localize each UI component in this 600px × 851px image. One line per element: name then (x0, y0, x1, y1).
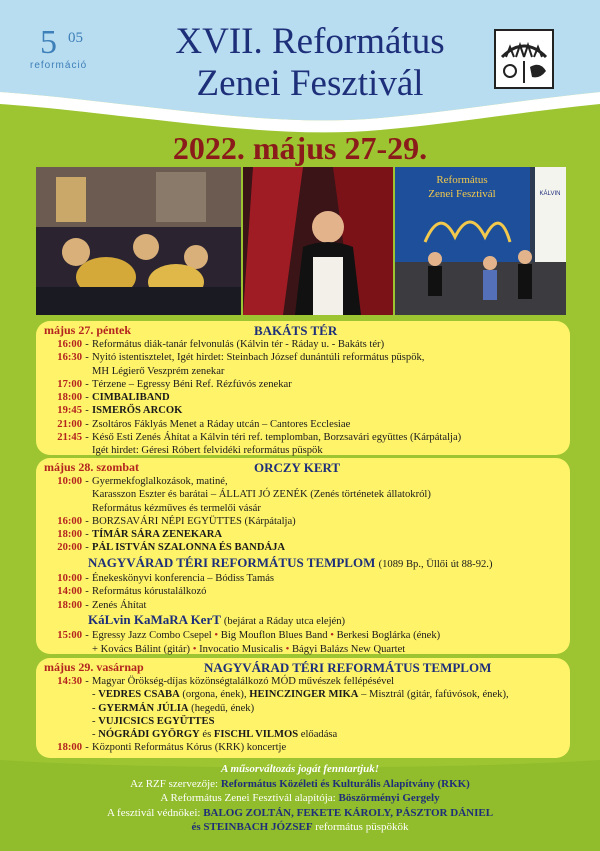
day2-venue2-address: (1089 Bp., Üllői út 88-92.) (378, 558, 493, 570)
event-text: Zenés Áhítat (92, 599, 147, 611)
performer-dash: - (92, 689, 99, 701)
performer-text (92, 715, 562, 728)
event-time: 18:00 (57, 599, 82, 611)
performer-text (92, 728, 562, 741)
event-text: ISMERŐS ARCOK (92, 405, 183, 417)
event-row (44, 572, 562, 585)
bullet-separator: • (282, 643, 292, 655)
event-text: Énekeskönyvi konferencia – Bódiss Tamás (92, 573, 275, 585)
event-row (44, 351, 562, 364)
day1-venue: BAKÁTS TÉR (254, 323, 338, 338)
founder-name: Böszörményi Gergely (338, 792, 440, 804)
day2-event-list (44, 475, 562, 555)
event-text: Református kézműves és termelői vásár (92, 502, 261, 514)
performer-detail: és (199, 729, 214, 741)
event-time (44, 488, 82, 501)
event-dash: - (85, 529, 89, 541)
event-text: Református kórustalálkozó (92, 586, 207, 598)
event-dash (82, 502, 92, 515)
event-dash (82, 365, 92, 378)
logo-word: reformáció (30, 60, 88, 71)
performer-text (92, 688, 562, 701)
performer-name: HEINCZINGER MIKA (249, 689, 359, 701)
event-row (44, 515, 562, 528)
day3-header (44, 661, 562, 675)
event-time: 15:00 (57, 630, 82, 642)
stage-concert-photo (395, 167, 566, 315)
event-time: 19:45 (57, 405, 82, 417)
performer-name: GYERMÁN JÚLIA (98, 702, 189, 714)
founder-line (0, 791, 600, 806)
event-row (44, 338, 562, 351)
day3-schedule-box (36, 658, 570, 758)
event-dash: - (85, 476, 89, 487)
performer-row (44, 702, 562, 715)
bullet-separator: • (327, 630, 337, 642)
event-row (44, 675, 562, 688)
event-dash: - (85, 573, 89, 585)
organizer-line (0, 777, 600, 792)
day3-performer-list (44, 688, 562, 741)
event-dash: - (85, 542, 89, 554)
event-time: 16:00 (57, 515, 82, 527)
patrons-line-2 (0, 820, 600, 835)
event-dash: - (85, 676, 89, 687)
banner-sign-line1: Református (436, 174, 488, 186)
event-time: 18:00 (57, 529, 82, 541)
festival-emblem-icon (494, 29, 554, 89)
day2-day-label: május 28. szombat (44, 460, 139, 474)
day2-schedule-box (36, 458, 570, 654)
event-dash: - (85, 599, 89, 611)
event-row (44, 418, 562, 431)
day1-header (44, 324, 562, 338)
event-row (44, 365, 562, 378)
day2-venue3-address: (bejárat a Ráday utca elején) (223, 615, 346, 627)
event-row (44, 391, 562, 404)
day2-venue2 (88, 556, 562, 571)
event-dash: - (85, 378, 89, 390)
day2-jazz-row-2 (44, 643, 562, 656)
event-text: Magyar Örökség-díjas közönségtalálkozó MÓD művészek fellépésével (92, 676, 395, 687)
event-dash (82, 488, 92, 501)
event-dash (82, 444, 92, 457)
brass-band-photo (36, 167, 241, 315)
event-text: Karasszon Eszter és barátai – ÁLLATI JÓ ZENÉK (Zenés történetek állatokról) (92, 489, 431, 501)
event-time (44, 502, 82, 515)
event-time: 18:00 (57, 392, 82, 404)
day2-jazz-row: 15:00 - Egressy Jazz Combo Csepel • Big Mouflon Blues Band • Berkesi Boglárka (ének) (44, 629, 562, 642)
event-time: 10:00 (57, 573, 82, 585)
jazz-line-2 (92, 643, 562, 656)
jazz-line-1 (92, 629, 562, 642)
patrons-line (0, 806, 600, 821)
day3-event-list (44, 675, 562, 688)
reformation-505-logo (28, 22, 108, 74)
event-time: 18:00 (57, 742, 82, 754)
day3-day-label: május 29. vasárnap (44, 660, 144, 674)
performer-name: FISCHL VILMOS (213, 729, 299, 741)
event-dash: - (85, 586, 89, 598)
bullet-separator: • (190, 643, 200, 655)
performer-dash: - (92, 729, 99, 741)
banner-sign-line2: Zenei Fesztivál (428, 188, 496, 200)
event-text: BORZSAVÁRI NÉPI EGYÜTTES (Kárpátalja) (92, 515, 296, 527)
event-text: Igét hirdet: Géresi Róbert felvidéki református püspök (92, 445, 323, 457)
performer-detail: (hegedű, ének) (188, 702, 255, 714)
event-dash: - (85, 392, 89, 404)
performer-dash: - (92, 715, 99, 727)
program-change-notice: A műsorváltozás jogát fenntartjuk! (220, 763, 379, 775)
event-row (44, 599, 562, 612)
day1-event-list (44, 338, 562, 458)
banner-sign-right: KÁLVIN (539, 191, 561, 197)
event-row (44, 528, 562, 541)
event-time: 20:00 (57, 542, 82, 554)
festival-title-line1: XVII. Református (175, 21, 445, 62)
event-text: CIMBALIBAND (92, 392, 170, 404)
performer-row (44, 728, 562, 741)
event-time: 21:00 (57, 418, 82, 430)
day3-venue: NAGYVÁRAD TÉRI REFORMÁTUS TEMPLOM (204, 660, 492, 675)
performer: Egressy Jazz Combo Csepel (92, 630, 212, 642)
performer: + Kovács Bálint (gitár) (92, 643, 191, 655)
performer-row (44, 688, 562, 701)
event-time: 16:00 (57, 339, 82, 350)
event-row (44, 444, 562, 457)
day1-day-label: május 27. péntek (44, 323, 132, 337)
event-row (44, 541, 562, 554)
patrons-names: BALOG ZOLTÁN, FEKETE KÁROLY, PÁSZTOR DÁNIEL (203, 806, 494, 819)
event-row (44, 431, 562, 444)
day2-venue2-name: NAGYVÁRAD TÉRI REFORMÁTUS TEMPLOM (88, 554, 376, 570)
day3-last-row: 18:00 - Központi Református Kórus (KRK) koncertje (44, 741, 562, 754)
performer-detail: (orgona, ének), (179, 689, 250, 701)
logo-number: 5 (40, 24, 57, 61)
festival-title-line2: Zenei Fesztivál (196, 63, 424, 104)
event-time (44, 444, 82, 457)
event-dash: - (85, 405, 89, 417)
event-dash: - (85, 432, 89, 444)
patrons-names-2: és STEINBACH JÓZSEF (191, 821, 313, 833)
event-text: Térzene – Egressy Béni Ref. Rézfúvós zenekar (92, 378, 292, 390)
patrons-suffix: református püspökök (312, 821, 409, 833)
event-row (44, 502, 562, 515)
folk-costume-photo (243, 167, 393, 315)
event-text: Központi Református Kórus (KRK) koncertje (92, 742, 287, 754)
performer-detail: – Misztrál (gitár, fafúvósok, ének), (358, 689, 509, 701)
day2-header (44, 461, 562, 475)
event-text: Zsoltáros Fáklyás Menet a Ráday utcán – Cantores Ecclesiae (92, 418, 351, 430)
day2-venue3 (88, 613, 562, 628)
event-text: TÍMÁR SÁRA ZENEKARA (92, 529, 223, 541)
day2-venue3-name: KáLvin KaMaRA KerT (88, 611, 221, 627)
photo-banner (36, 167, 566, 315)
event-text: Nyitó istentisztelet, Igét hirdet: Steinbach József dunántúli református püspök, (92, 352, 425, 364)
event-row (44, 404, 562, 417)
event-time: 16:30 (57, 352, 82, 364)
event-dash: - (85, 515, 89, 527)
performer-name: VUJICSICS EGYÜTTES (98, 715, 215, 727)
event-time: 14:30 (57, 676, 82, 687)
performer-dash: - (92, 702, 99, 714)
event-dash: - (85, 418, 89, 430)
event-text: Gyermekfoglalkozások, matiné, (92, 476, 228, 487)
festival-date: 2022. május 27-29. (172, 130, 428, 166)
organizer-name: Református Közéleti és Kulturális Alapítvány (RKK) (220, 777, 470, 790)
event-time (44, 365, 82, 378)
event-dash: - (85, 352, 89, 364)
event-time: 17:00 (57, 378, 82, 390)
event-row (44, 378, 562, 391)
day1-schedule-box (36, 321, 570, 455)
performer: Berkesi Boglárka (ének) (336, 630, 441, 642)
event-text: Késő Esti Zenés Áhítat a Kálvin téri ref. templomban, Borzsavári együttes (Kárpátalja) (92, 432, 462, 444)
event-text: PÁL ISTVÁN SZALONNA ÉS BANDÁJA (92, 542, 286, 554)
performer-text (92, 702, 562, 715)
footer (0, 762, 600, 835)
organizer-label: Az RZF szervezője: (130, 777, 221, 790)
event-row (44, 488, 562, 501)
logo-superscript: 05 (68, 30, 83, 46)
performer: Invocatio Musicalis (199, 643, 283, 655)
performer: Bágyi Balázs New Quartet (291, 643, 406, 655)
event-row (44, 585, 562, 598)
performer-detail: előadása (298, 729, 338, 741)
day2-venue: ORCZY KERT (254, 460, 341, 475)
patrons-label: A fesztivál védnökei: (106, 806, 204, 819)
event-time: 21:45 (57, 432, 82, 444)
performer-row (44, 715, 562, 728)
performer-name: VEDRES CSABA (98, 689, 180, 701)
bullet-separator: • (211, 630, 221, 642)
event-dash: - (85, 339, 89, 350)
event-time: 14:00 (57, 586, 82, 598)
day2-event-list-2 (44, 572, 562, 612)
event-text: MH Légierő Veszprém zenekar (92, 365, 225, 377)
performer: Big Mouflon Blues Band (220, 630, 328, 642)
event-time: 10:00 (57, 476, 82, 487)
event-row (44, 475, 562, 488)
performer-name: NÓGRÁDI GYÖRGY (98, 729, 200, 741)
event-text: Református diák-tanár felvonulás (Kálvin tér - Ráday u. - Bakáts tér) (92, 339, 385, 350)
founder-label: A Református Zenei Fesztivál alapítója: (160, 792, 339, 804)
